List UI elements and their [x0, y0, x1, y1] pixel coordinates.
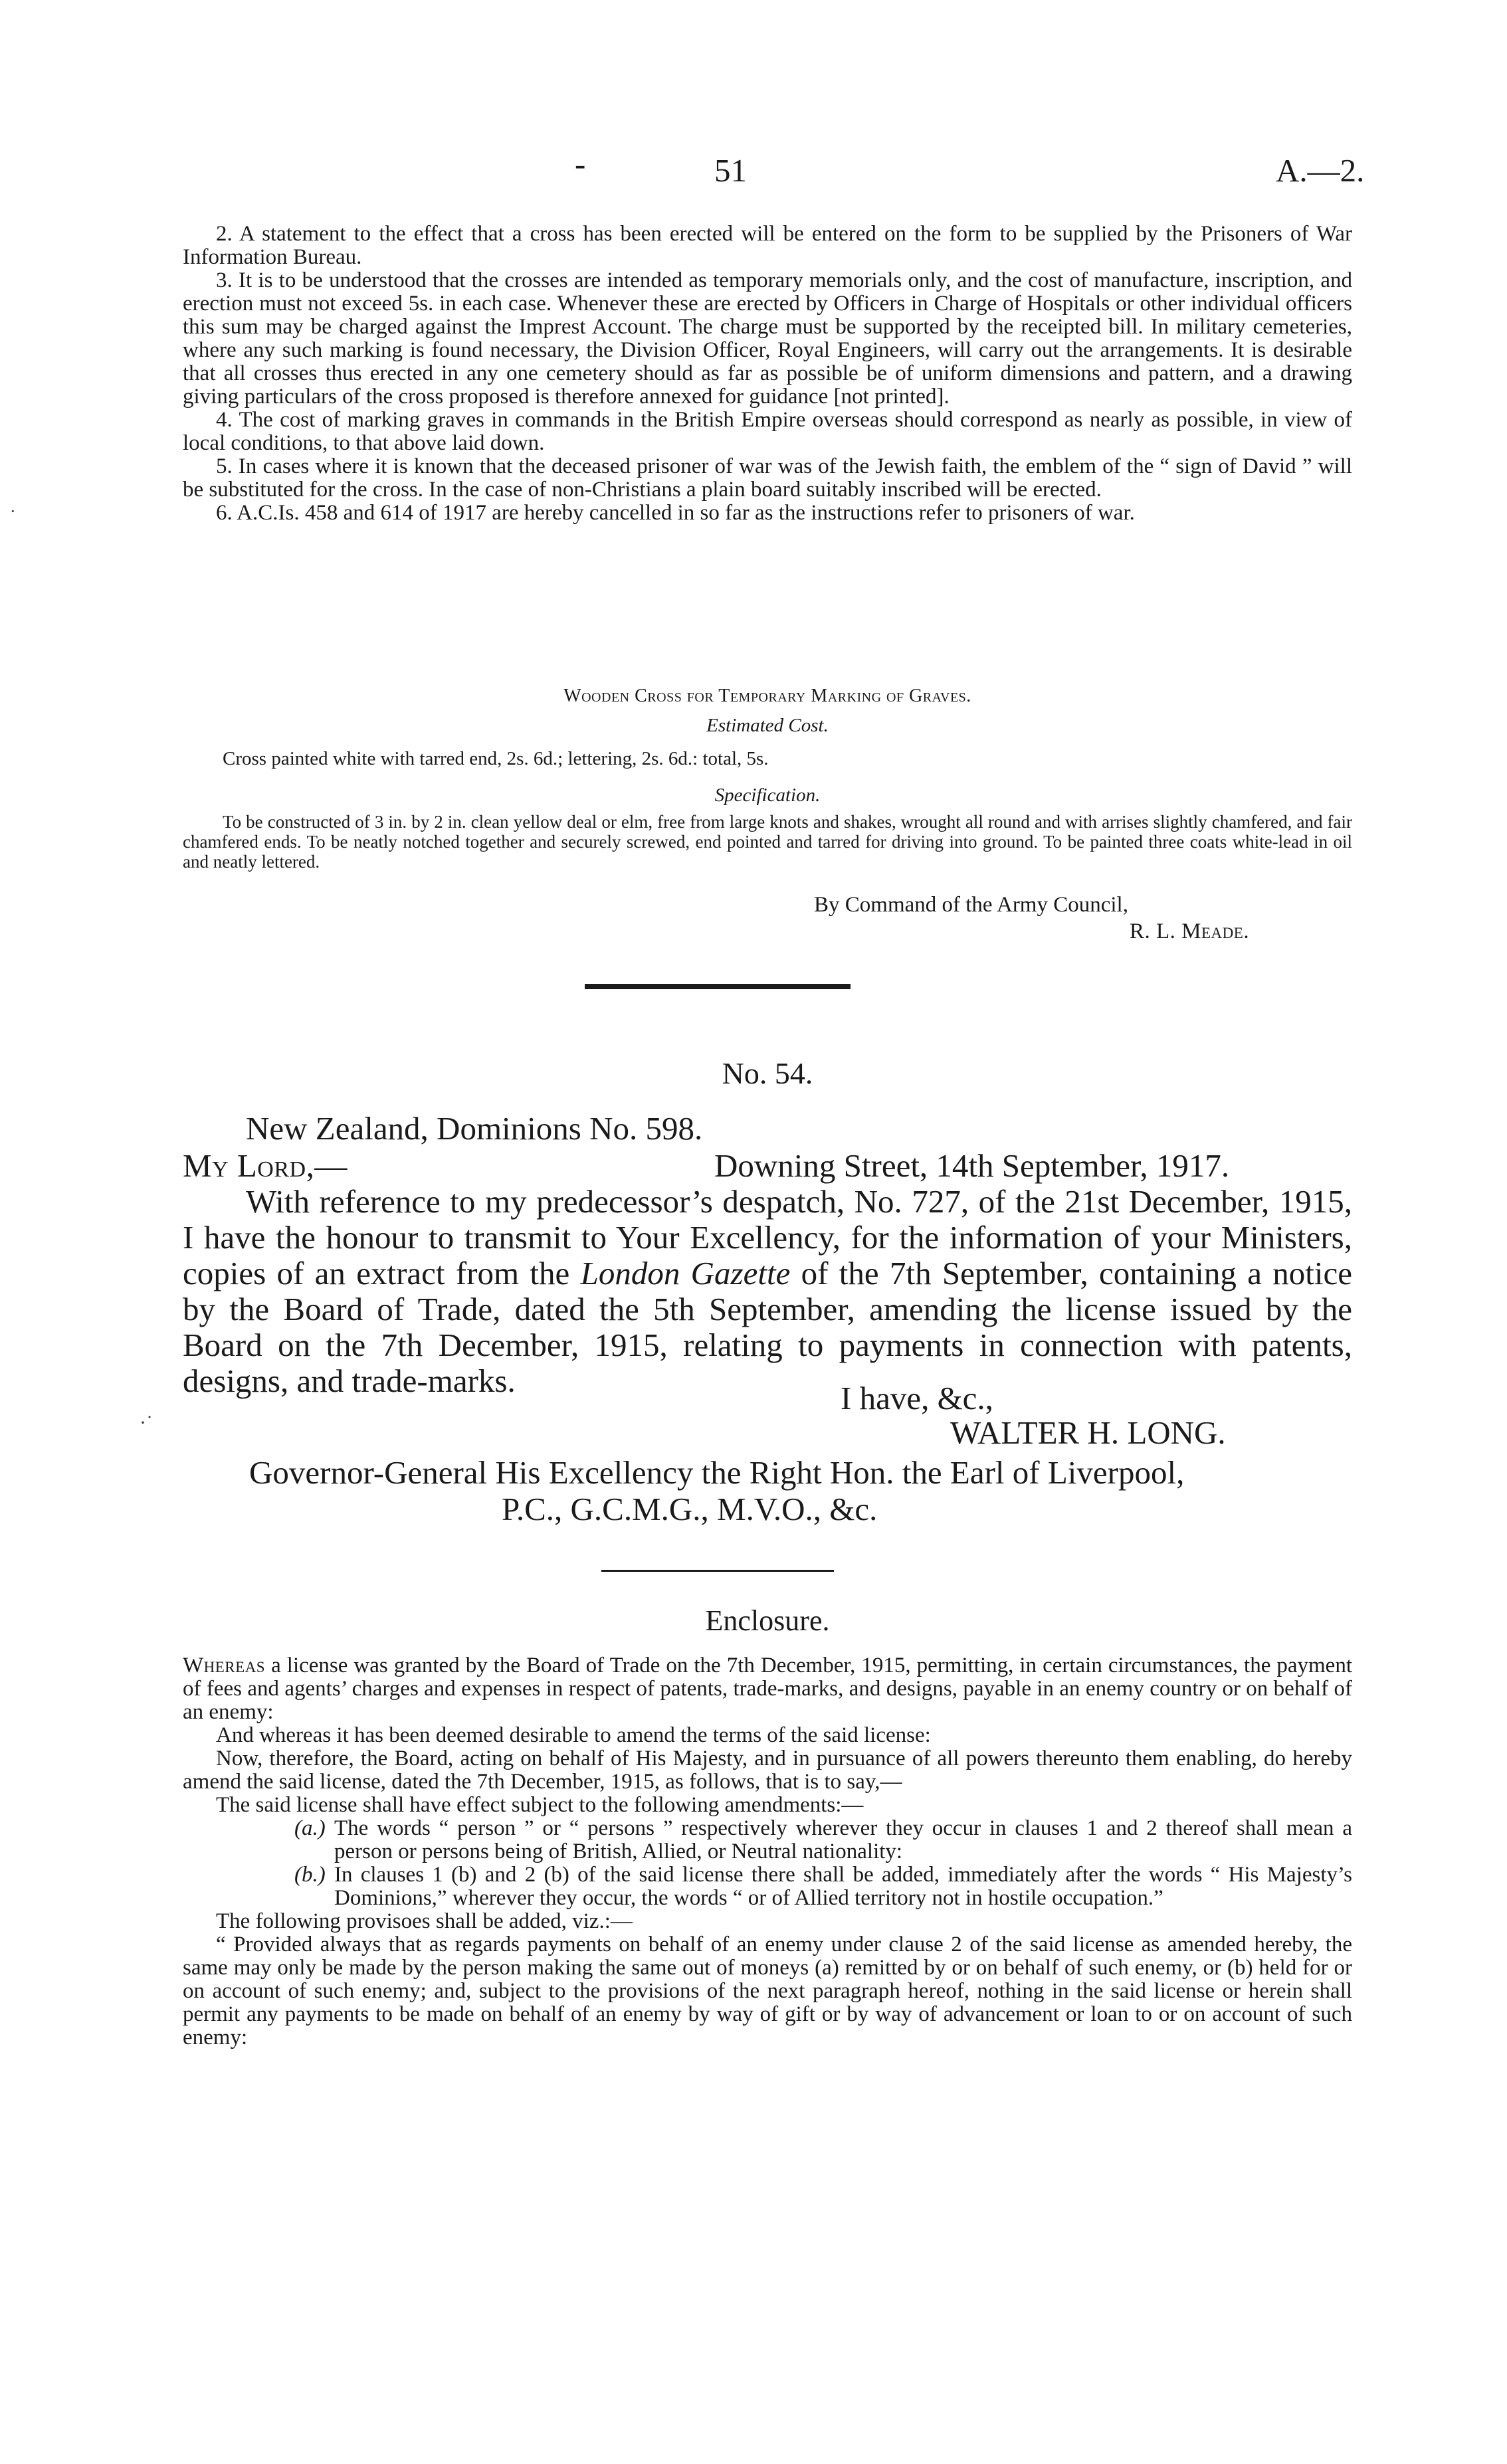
london-gazette-title: London Gazette	[580, 1255, 791, 1291]
signatory: WALTER H. LONG.	[950, 1414, 1226, 1451]
section-divider-heavy	[585, 984, 851, 989]
ink-speck: ·˙	[140, 1412, 153, 1434]
address-date: Downing Street, 14th September, 1917.	[714, 1147, 1230, 1184]
paragraph-3: 3. It is to be understood that the crosses are intended as temporary memorials only, and the cost of manufacture, inscription, and erection must not exceed 5s. in each case. Whenever these are erected by Officers in Charge of Hospitals or other individual officers this sum may be charged against the Imprest Account. The charge must be supported by the receipted bill. In military cemeteries, where any such marking is found necessary, the Division Officer, Royal Engineers, will carry out the arrangements. It is desirable that all crosses thus erected in any one cemetery should as far as possible be of uniform dimensions and pattern, and a drawing giving particulars of the cross proposed is therefore annexed for guidance [not printed].	[183, 268, 1352, 409]
salutation: My Lord,—	[183, 1147, 348, 1184]
estimated-cost-text: Cross painted white with tarred end, 2s. 6d.; lettering, 2s. 6d.: total, 5s.	[223, 748, 769, 769]
clause-a-text: The words “ person ” or “ persons ” respectively wherever they occur in clauses 1 and 2 thereof shall mean a person or persons being of British, Allied, or Neutral nationality:	[334, 1816, 1352, 1863]
whereas-text: a license was granted by the Board of Trade on the 7th December, 1915, permitting, in certain circumstances, the payment of fees and agents’ charges and expenses in respect of patents, trade-marks, and designs, payable in an enemy country or on behalf of an enemy:	[183, 1654, 1352, 1724]
army-council-signatory: R. L. Meade.	[1130, 919, 1250, 943]
circular-paragraphs	[183, 223, 1352, 525]
despatch-body-part1: With reference to my predecessor’s despatch, No. 727, of the 21st December, 1915, I have the honour to transmit to Your Excellency, for the information of your Ministers, copies of an extract from the	[183, 1183, 1352, 1291]
whereas-word: Whereas	[183, 1654, 266, 1677]
enclosure-para-proviso: “ Provided always that as regards payments on behalf of an enemy under clause 2 of the said license as amended hereby, the same may only be made by the person making the same out of moneys (a) remitted by or on behalf of such enemy, or (b) held for or on account of such enemy; and, subject to the provisions of the next paragraph hereof, nothing in the said license or herein shall permit any payments to be made on behalf of an enemy by way of gift or by way of advancement or loan to or on account of such enemy:	[183, 1933, 1352, 2049]
dominion-reference: New Zealand, Dominions No. 598.	[246, 1110, 703, 1147]
clause-b-text: In clauses 1 (b) and 2 (b) of the said license there shall be added, immediately after the words “ His Majesty’s Dominions,” wherever they occur, the words “ or of Allied territory not in hostile occupation.”	[334, 1863, 1352, 1910]
paragraph-6: 6. A.C.Is. 458 and 614 of 1917 are hereby cancelled in so far as the instructions refer to prisoners of war.	[216, 501, 1135, 525]
addressee-line-1: Governor-General His Excellency the Right Hon. the Earl of Liverpool,	[249, 1454, 1185, 1491]
closing: I have, &c.,	[841, 1380, 993, 1416]
enclosure-heading: Enclosure.	[705, 1604, 830, 1637]
clause-a	[294, 1817, 1352, 1863]
enclosure-para-now-therefore: Now, therefore, the Board, acting on behalf of His Majesty, and in pursuance of all powers thereunto them enabling, do hereby amend the said license, dated the 7th December, 1915, as follows, that is to say,—	[183, 1747, 1352, 1794]
paper-reference: A.—2.	[1276, 152, 1365, 189]
paragraph-2: 2. A statement to the effect that a cross has been erected will be entered on the form to be supplied by the Prisoners of War Information Bureau.	[183, 222, 1352, 269]
enclosure-para-and-whereas: And whereas it has been deemed desirable to amend the terms of the said license:	[216, 1723, 931, 1747]
enclosure-para-amendments: The said license shall have effect subject to the following amendments:—	[216, 1793, 864, 1817]
estimated-cost-label: Estimated Cost.	[706, 715, 829, 736]
enclosure-para-provisoes: The following provisoes shall be added, viz.:—	[216, 1909, 633, 1933]
addressee-line-2: P.C., G.C.M.G., M.V.O., &c.	[502, 1491, 878, 1527]
army-council-command: By Command of the Army Council,	[814, 893, 1128, 917]
despatch-body	[183, 1184, 1352, 1399]
page-number: 51	[714, 152, 747, 189]
section-divider-thin	[601, 1570, 834, 1572]
specification-label: Specification.	[714, 785, 821, 806]
enclosure-text	[183, 1654, 1352, 2049]
clause-a-label: (a.)	[294, 1816, 326, 1840]
margin-speck: ·	[10, 502, 16, 521]
clause-b-label: (b.)	[294, 1863, 326, 1887]
despatch-body-part2: of the 7th September, containing a notice by the Board of Trade, dated the 5th September, amending the license issued by the Board on the 7th December, 1915, relating to payments in connection with patents, designs, and trade-marks.	[183, 1255, 1352, 1399]
specification-text: To be constructed of 3 in. by 2 in. clean yellow deal or elm, free from large knots and shakes, wrought all round and with arrises slightly chamfered, and fair chamfered ends. To be neatly notched together and securely screwed, end pointed and tarred for driving into ground. To be painted three coats white-lead in oil and neatly lettered.	[183, 812, 1352, 872]
enclosure-para-whereas	[183, 1654, 1352, 1724]
despatch-number: No. 54.	[722, 1056, 813, 1090]
paragraph-4: 4. The cost of marking graves in commands in the British Empire overseas should correspond as nearly as possible, in view of local conditions, to that above laid down.	[183, 408, 1352, 455]
page-mark: -	[575, 145, 586, 182]
paragraph-5: 5. In cases where it is known that the deceased prisoner of war was of the Jewish faith, the emblem of the “ sign of David ” will be substituted for the cross. In the case of non-Christians a plain board suitably inscribed will be erected.	[183, 454, 1352, 502]
wooden-cross-heading: Wooden Cross for Temporary Marking of Graves.	[563, 686, 971, 706]
clause-b	[294, 1863, 1352, 1910]
